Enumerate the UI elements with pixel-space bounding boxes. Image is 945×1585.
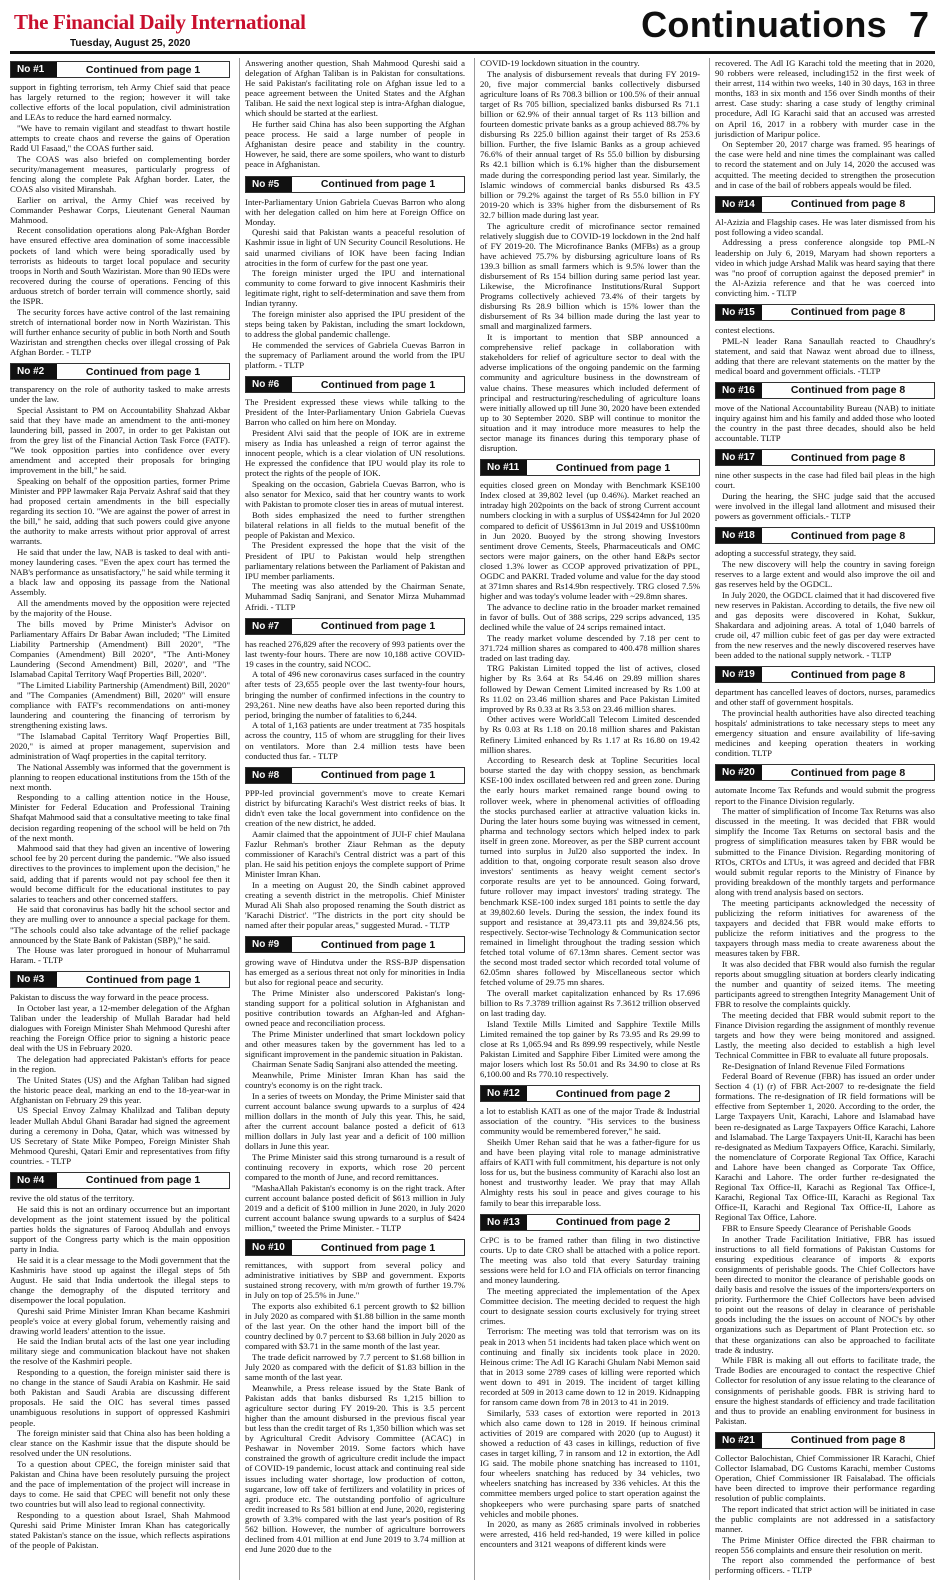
article-paragraph: In 2020, as many as 2685 criminals involved in robberies were arrested, 416 held red-handed, 19 were killed in police encounters and 3121 weapons of different kinds were	[480, 1519, 700, 1550]
continued-from-label: Continued from page 1	[320, 378, 436, 391]
article-paragraph: The United States (US) and the Afghan Taliban had signed the historic peace deal, marking an end to the 18-year-war in Afghanistan on February 29 this year.	[10, 1074, 230, 1105]
article-body	[715, 548, 935, 660]
article-body	[10, 992, 230, 1166]
article-paragraph: Meanwhile, Prime Minister Imran Khan has said the country's economy is on the right track.	[245, 1070, 465, 1091]
article-paragraph: The report indicated that strict action will be initiated in case the public complaints are not addressed in a satisfactory manner.	[715, 1503, 935, 1535]
article-paragraph: All the amendments moved by the opposition were rejected by the majority of the House.	[10, 598, 230, 619]
article-number-badge: No #2	[11, 364, 57, 379]
article-header	[480, 1085, 700, 1102]
article-paragraph: The President expressed these views while talking to the President of the Inter-Parliamentary Union Gabriela Cuevas Barron who called on him here on Monday.	[245, 397, 465, 428]
article	[245, 376, 465, 611]
article-paragraph: The meeting decided that FBR would submit report to the Finance Division regarding the assignment of monthly revenue targets and how they were being monitored and assigned. Lastly, the meeting also decided to establish a high level Technical Committee in FBR to evaluate all future proposals.	[715, 1009, 935, 1060]
article-body	[715, 58, 935, 190]
continued-from-label: Continued from page 8	[790, 384, 906, 397]
article-body	[245, 58, 465, 170]
article-paragraph: PML-N leader Rana Sanaullah reacted to Chaudhry's statement, and said that Nawaz went abroad due to illness, adding that there are relevant statements on the matter by the medical board and government officials. -TLTP	[715, 335, 935, 376]
article-number-badge: No #9	[246, 937, 292, 952]
article-number-badge: No #5	[246, 177, 292, 192]
continued-from-label: Continued from page 1	[320, 178, 436, 191]
continued-from-label: Continued from page 8	[790, 766, 906, 779]
article-header	[10, 971, 230, 988]
article	[480, 1214, 700, 1550]
article-body	[715, 687, 935, 758]
article-paragraph: Recent consolidation operations along Pak-Afghan Border have ensured effective area domination of some inaccessible pockets of land which were being sporadically used by terrorists as hideouts to target local populace and security troops in North and South Waziristan. More than 90 IEDs were recovered during the course of operations. Fencing of this arduous stretch of border terrain will commence shortly, said the ISPR.	[10, 225, 230, 306]
article-header	[245, 767, 465, 784]
article-paragraph: Both sides emphasized the need to further strengthen bilateral relations in all fields to the mutual benefit of the people of Pakistan and Mexico.	[245, 509, 465, 540]
article-number-badge: No #16	[716, 383, 762, 398]
article-body	[10, 82, 230, 357]
article-paragraph: The President expressed the hope that the visit of the President of IPU to Pakistan would help strengthen parliamentary relations between the Parliament of Pakistan and IPU member parliaments.	[245, 540, 465, 581]
article-paragraph: TRG Pakistan Limited topped the list of actives, closed higher by Rs 3.64 at Rs 54.46 on 29.89 million shares followed by Dewan Cement Limited increased by Rs 1.00 at Rs 11.02 on 23.46 million shares and Pace Pakistan Limited improved by Rs 0.33 at Rs 3.53 on 23.46 million shares.	[480, 663, 700, 714]
article-paragraph: The bills moved by Prime Minister's Advisor on Parliamentary Affairs Dr Babar Awan included; "The Limited Liability Partnership (Amendment) Bill 2020", "The Companies (Amendment) Bill 2020", "The Anti-Money Laundering (Second Amendment) Bill, 2020", and "The Islamabad Capital Territory Waqf Properties Bill, 2020".	[10, 618, 230, 680]
article-header	[245, 376, 465, 393]
article-paragraph: Re-Designation of Inland Revenue Filed Formations	[722, 1060, 905, 1071]
article-paragraph: transparency on the role of authority tasked to make arrests under the law.	[10, 384, 230, 405]
article-header	[715, 196, 935, 213]
section-title: Continuations	[641, 4, 887, 45]
article-paragraph: "We have to remain vigilant and steadfast to thwart hostile attempts to create chaos and reverse the gains of Operation Radd Ul Fasaad," the COAS further said.	[10, 122, 230, 154]
article-header	[715, 1432, 935, 1449]
article-number-badge: No #13	[481, 1215, 527, 1230]
masthead	[10, 4, 935, 54]
article-paragraph: In a meeting on August 20, the Sindh cabinet approved creating a seventh district in the metropolis. Chief Minister Murad Ali Shah also proposed renaming the South district as 'Karachi District'. "The districts in the port city should be named after their popular areas," suggested Murad. - TLTP	[245, 879, 465, 930]
article-paragraph: The foreign minister also apprised the IPU president of the steps being taken by Pakistan, including the smart lockdown, to address the global pandemic challenge.	[245, 309, 465, 340]
article-header	[245, 176, 465, 193]
article-body	[480, 1235, 700, 1550]
article	[715, 196, 935, 298]
article-number-badge: No #14	[716, 197, 762, 212]
article-paragraph: He said that coronavirus has badly hit the school sector and they are mulling over to announce a special package for them. "The schools could also take advantage of the relief package announced by the State Bank of Pakistan (SBP)," he said.	[10, 904, 230, 945]
article-paragraph: The meeting appreciated the implementation of the Apex Committee decision. The meeting decided to request the high court to designate session courts exclusively for trying street crimes.	[480, 1285, 700, 1326]
article-number-badge: No #11	[481, 460, 527, 475]
article-paragraph: Pakistan to discuss the way forward in the peace process.	[10, 992, 209, 1003]
article-paragraph: The report also commended the performance of best performing officers. - TLTP	[715, 1555, 935, 1576]
article-body	[715, 325, 935, 376]
article-header	[715, 666, 935, 683]
article-paragraph: It is important to mention that SBP announced a comprehensive relief package in collaboration with stakeholders for relief of agriculture sector to deal with the adverse implications of the ongoing pandemic on the farming community and agriculture business in the downstream of value chains. These measures which included deferment of principal and restructuring/rescheduling of agriculture loans were initially allowed up till June 30, 2020 have been extended up to 30 September 2020. SBP will continue to monitor the situation and it may introduce more measures to help the sector manage its finances during this temporary phase of disruption.	[480, 332, 700, 454]
article-paragraph: In another Trade Facilitation Initiative, FBR has issued instructions to all field formations of Pakistan Customs for ensuring expeditious clearance of imports & exports consignments of perishable goods. The Chief Collectors have been directed to monitor the clearance of perishable goods on daily basis and resolve the issues of the importers/exporters on priority. Furthermore the Chief Collectors have been advised to point out the reasons of delay in clearance of perishable goods including the the issues on account of NOC's by other organizations such as Department of Plant Protection etc. so that these organizations can also be approached to facilitate trade & industry.	[715, 1233, 935, 1355]
article-paragraph: Qureshi said Prime Minister Imran Khan became Kashmiri people's voice at every global forum, vehemently raising and drawing world leaders' attention to the issue.	[10, 1305, 230, 1336]
article-paragraph: President Alvi said that the people of IOK are in extreme misery as India has unleashed a reign of terror against the innocent people, which is a clear violation of UN resolutions. He expressed the confidence that IPU would play its role to protect the rights of the people of IOK.	[245, 427, 465, 479]
article-body	[245, 197, 465, 371]
article-paragraph: While FBR is making all out efforts to facilitate trade, the Trade Bodies are encouraged to contact the respective Chief Collector for resolution of any issue relating to the clearance of consignments of perishable goods. FBR is striving hard to ensure the highest standards of efficiency and trade facilitation and thus to provide an enabling environment for business in Pakistan.	[715, 1355, 935, 1426]
article-paragraph: The new discovery will help the country in saving foreign reserves to a large extent and would also improve the oil and gas reserves held by the OGDCL.	[715, 558, 935, 590]
article-paragraph: Addressing a press conference alongside top PML-N leadership on July 6, 2019, Maryam had shown reporters a video in which judge Arshad Malik was heard saying that there was "no proof of corruption against the deposed premier" in the Al-Azizia reference and that he was coerced into convicting him. - TLTP	[715, 237, 935, 298]
continued-from-label: Continued from page 1	[320, 938, 436, 951]
article	[715, 382, 935, 443]
article-paragraph: To a question about CPEC, the foreign minister said that Pakistan and China have been resolutely pursuing the project and the pace of implementation of the project will increase in days to come. He said that CPEC will benefit not only these two countries but will also lead to regional connectivity.	[10, 1458, 230, 1510]
continued-from-label: Continued from page 8	[790, 451, 906, 464]
article-paragraph: He said the Indian brutal acts of the last one year including military siege and communication blackout have not shaken the resolve of the Kashmiri people.	[10, 1336, 230, 1367]
continued-from-label: Continued from page 8	[790, 668, 906, 681]
article-paragraph: The security forces have active control of the last remaining stretch of international border now in North Waziristan. This will further enhance security of public in both North and South Waziristan and strengthen checks over illegal crossing of Pak Afghan Border. - TLTP	[10, 306, 230, 357]
article-body	[245, 1260, 465, 1554]
article	[715, 666, 935, 758]
article-paragraph: The Prime Minister underlined that smart lockdown policy and other measures taken by the government has led to a significant improvement in the pandemic situation in Pakistan.	[245, 1028, 465, 1059]
article-header	[480, 1214, 700, 1231]
article	[245, 936, 465, 1233]
article	[715, 527, 935, 660]
article-number-badge: No #4	[11, 1173, 57, 1188]
continued-from-label: Continued from page 8	[790, 306, 906, 319]
article-paragraph: The foreign minister urged the IPU and international community to come forward to give innocent Kashmiris their legitimate right, right to self-determination and save them from Indian tyranny.	[245, 268, 465, 309]
article-header	[245, 936, 465, 953]
column-4	[709, 58, 935, 1580]
newspaper-name: The Financial Daily International	[14, 10, 306, 34]
article-paragraph: He said it is a clear message to the Modi government that the Kashmiris have stood up against the illegal steps of 5th August. He said that India undertook the illegal steps to change the demography of the disputed territory and disempower the local population.	[10, 1254, 230, 1305]
article-paragraph: The advance to decline ratio in the broader market remained in favor of bulls. Out of 388 scrips, 229 scrips advanced, 135 declined while the value of 24 scrips remained intact.	[480, 601, 700, 632]
page-number: 7	[908, 4, 929, 45]
article-body	[10, 384, 230, 965]
article-header	[715, 382, 935, 399]
article-paragraph: The National Assembly was informed that the government is planning to reopen educational institutions from the 15th of the next month.	[10, 761, 230, 792]
article-body	[245, 639, 465, 761]
article	[245, 767, 465, 930]
article-paragraph: Collector Balochistan, Chief Commissioner IR Karachi, Chief Collector Islamabad, DG Customs Karachi, member Customs Operation, Chief Commissioner IR Faisalabad. The officials have been directed to improve their performance regarding resolution of public complaints.	[715, 1452, 935, 1504]
article-paragraph: move of the National Accountability Bureau (NAB) to initiate inquiry against him and his family and added those who looted the country in the past three decades, should also be held accountable. TLTP	[715, 402, 935, 444]
article-header	[245, 1239, 465, 1256]
article-number-badge: No #21	[716, 1433, 762, 1448]
article-paragraph: A total of 1,163 patients are under treatment at 735 hospitals across the country, 115 of whom are struggling for their lives on ventilators. More than 2.4 million tests have been conducted thus far. - TLTP	[245, 720, 465, 761]
article	[480, 58, 700, 453]
article-header	[715, 764, 935, 781]
article-body	[10, 1193, 230, 1550]
article-paragraph: "The Limited Liability Partnership (Amendment) Bill, 2020" and "The Companies (Amendment) Bill, 2020" will ensure compliance with FATF's recommendations on anti-money laundering and countering the financing of terrorism by strengthening existing laws.	[10, 679, 230, 731]
article-body	[245, 957, 465, 1233]
article-body	[715, 785, 935, 1425]
article-paragraph: department has cancelled leaves of doctors, nurses, paramedics and other staff of government hospitals.	[715, 687, 935, 708]
article	[715, 58, 935, 190]
article-body	[480, 480, 700, 1079]
article-paragraph: Mahmood said that they had given an incentive of lowering school fee by 20 percent during the pandemic. "We also issued directives to the provinces to implement upon the decision," he said, adding that if parents would not pay school fee then it would become difficult for the educational institutes to pay salaries to teachers and other concerned staffers.	[10, 843, 230, 904]
article-paragraph: The House was later prorogued in honour of Muharramul Haram. - TLTP	[10, 945, 230, 966]
article-body	[715, 403, 935, 443]
article-paragraph: A total of 496 new coronavirus cases surfaced in the country after tests of 23,655 people over the last twenty-four hours, bringing the number of confirmed infections in the country to 293,261. Nine new deaths have also been reported during this period, bringing the number of fatalities to 6,244.	[245, 669, 465, 720]
article-paragraph: "The Islamabad Capital Territory Waqf Properties Bill, 2020," is aimed at proper management, supervision and administration of Waqf properties in the capital territory.	[10, 730, 230, 761]
article-paragraph: support in fighting terrorism, teh Army Chief said that peace has largely returned to the region; however it will take collective efforts of the local population, civil administration and LEAs to reduce the hard earned normalcy.	[10, 82, 230, 123]
continued-from-label: Continued from page 1	[85, 63, 201, 76]
article-paragraph: He further said China has also been supporting the Afghan peace process. He said a large number of people in Afghanistan desire peace and stability in the country. However, he said, there are some spoilers, who want to disturb peace in Afghanistan.	[245, 119, 465, 170]
continued-from-label: Continued from page 8	[790, 529, 906, 542]
article-body	[480, 58, 700, 453]
article	[715, 1432, 935, 1576]
article-paragraph: automate Income Tax Refunds and would submit the progress report to the Finance Division regularly.	[715, 785, 935, 806]
article-paragraph: Federal Board of Revenue (FBR) has issued an order under Section 4 (1) (r) of FBR Act-2007 to re-designate the field formations. The re-designation of IR field formations will be effective from September 1, 2020. According to the order, the Large Taxpayers Unit, Karachi, Lahore and Islamabad have been re-designated as Large Taxpayers Office Karachi, Lahore and Islamabad. The Large Taxpayers Unit-II, Karachi has been re-designated as Medium Taxpayers Office, Karachi. Similarly, the nomenclature of Corporate Regional Tax Office, Karachi and Lahore have been changed as Corporate Tax Office, Karachi and Lahore. The order further re-designated the Regional Tax Office-II, Karachi as Regional Tax Office-I, Karachi, Regional Tax Office-III, Karachi as Regional Tax Office-II, Karachi and Regional Tax Office-II, Lahore as Regional Tax Office, Lahore.	[715, 1071, 935, 1223]
continued-from-label: Continued from page 1	[85, 1174, 201, 1187]
article-paragraph: Other actives were WorldCall Telecom Limited descended by Rs 0.03 at Rs 1.18 on 20.18 million shares and Pakistan Refinery Limited enhanced by Rs 1.17 at Rs 16.80 on 19.42 million shares.	[480, 714, 700, 755]
issue-date: Tuesday, August 25, 2020	[70, 38, 191, 49]
article-number-badge: No #20	[716, 765, 762, 780]
article-paragraph: revive the old status of the territory.	[10, 1192, 135, 1203]
article	[480, 1085, 700, 1207]
article-paragraph: Responding to a question, the foreign minister said there is no change in the stance of Saudi Arabia on Kashmir. He said both Pakistan and Saudi Arabia are discussing different proposals. He said the OIC has several times passed unambiguous resolutions in support of oppressed Kashmiri people.	[10, 1367, 230, 1428]
article-paragraph: The foreign minister said that China also has been holding a clear stance on the Kashmir issue that the dispute should be resolved under the UN resolutions.	[10, 1428, 230, 1459]
article-paragraph: He said that under the law, NAB is tasked to deal with anti-money laundering cases. "Even the apex court has termed the NAB's performance as unsatisfactory," he said while terming it a black law and opposing its passage from the National Assembly.	[10, 547, 230, 598]
article-paragraph: The ready market volume descended by 7.18 per cent to 371.724 million shares as compared to 400.478 million shares traded on last trading day.	[480, 632, 700, 663]
column-1	[10, 58, 230, 1580]
article-paragraph: The provincial health authorities have also directed teaching hospitals' administrations to take necessary steps to meet any emergency situation and ensure availability of life-saving medicines and keeping operation theaters in working condition. TLTP	[715, 708, 935, 759]
article-paragraph: remittances, with support from several policy and administrative initiatives by SBP and government. Exports sustained strong recovery, with m/m growth of further 19.7% in July on top of 25.5% in June."	[245, 1260, 465, 1301]
article-paragraph: Al-Azizia and Flagship cases. He was later dismissed from his post following a video scandal.	[715, 216, 935, 237]
article-paragraph: The meeting was also attended by the Chairman Senate, Muhammad Sadiq Sanjrani, and Senator Mirza Muhammad Afridi. - TLTP	[245, 581, 465, 612]
article-paragraph: During the hearing, the SHC judge said that the accused were involved in the illegal land allotment and misused their powers as government officials.- TLTP	[715, 491, 935, 522]
article-paragraph: has reached 276,829 after the recovery of 993 patients over the last twenty-four hours. There are now 10,188 active COVID-19 cases in the country, said NCOC.	[245, 638, 465, 669]
column-3	[474, 58, 700, 1580]
article	[245, 176, 465, 371]
continued-from-label: Continued from page 1	[555, 461, 671, 474]
article-paragraph: The delegation had appreciated Pakistan's efforts for peace in the region.	[10, 1053, 230, 1075]
article-paragraph: Responding to a question about Israel, Shah Mahmood Qureshi said Prime Minister Imran Khan has categorically stated Pakistan's stance on the issue, which reflects aspirations of the people of Pakistan.	[10, 1509, 230, 1551]
article-paragraph: According to Research desk at Topline Securities local bourse started the day with choppy session, as benchmark KSE-100 index oscillated between red and green zone. During the early hours market remained range bound owing to rollover week, where in phenomenal activities of offloading the stocks purchased earlier at attractive valuation kicks in. During the later hours some buying was witnessed in cement, pharma and technology sectors which helped index to park itself in green zone. Moreover, as per the SBP current account turned into surplus in Jul20 also supported the index. In addition to that, ongoing corporate result season also drove investors' sentiments as heavy weight cement sector's corporate results are yet to be announced. Going forward, future rollover may impact investors' trading strategy. The benchmark KSE-100 index surged 181 points to settle the day at 39,802.60 levels. During the session, the index found its support and resistance at 39,473.11 pts and 39,824.56 pts, respectively. Sector-wise Technology & Communication sector remained in limelight throughout the trading session which fetched total volume of 67.13mn shares. Cement sector was the second most traded sector which recorded total volume of 62.05mn shares followed by Miscellaneous sector which fetched volume of 29.75 mn shares.	[480, 755, 700, 988]
article-paragraph: He said this is not an ordinary occurrence but an important development as the joint statement issued by the political parties holds the signatures of Farooq Abdullah and envoys support of the Congress party which is the main opposition party in India.	[10, 1203, 230, 1254]
article-number-badge: No #8	[246, 768, 292, 783]
article-number-badge: No #10	[246, 1240, 292, 1255]
continued-from-label: Continued from page 8	[790, 1434, 906, 1447]
continued-from-label: Continued from page 2	[555, 1087, 671, 1100]
article-header	[10, 363, 230, 380]
article-number-badge: No #7	[246, 619, 292, 634]
article-paragraph: adopting a successful strategy, they said.	[715, 548, 857, 559]
article-body	[715, 1453, 935, 1576]
article-paragraph: The agriculture credit of microfinance sector remained relatively sluggish due to COVID-19 lockdown in the 2nd half of FY 2019-20. The Microfinance Banks (MFBs) as a group have achieved 75.7% by disbursing agriculture loans of Rs 139.3 billion as small farmers which is 9.5% lower than the disbursement of Rs 154 billion during same period last year. Likewise, the Microfinance Institutions/Rural Support Programs collectively achieved 73.4% of their targets by disbursing Rs 28.9 billion which is 15% lower than the disbursement of Rs 34 billion made during the last year to small and marginalized farmers.	[480, 220, 700, 332]
article-paragraph: equities closed green on Monday with Benchmark KSE100 Index closed at 39,802 level (up 0.46%). Market reached an intraday high 202points on the back of strong Current account numbers clocking in with a surplus of US$424mn for Jul 2020 compared to deficit of US$613mn in Jul 2019 and US$100mn in Jun 2020. Buoyed by the strong showing Investors sentiment drove Cements, Steels, Pharmaceuticals and OMC sectors were major gainers, on the other hand E&Ps sector closed 1.3% lower as CCOP approved privatization of PPL, OGDC and PAKRI. Traded volume and value for the day stood at 371mn shares and Rs14.9bn respectively. TRG closed 7.5% higher and was today's volume leader with ~29.8mn shares.	[480, 480, 700, 602]
article-paragraph: recovered. The Adl IG Karachi told the meeting that in 2020, 90 robbers were released, including152 in the first week of their arrest, 114 within two weeks, 140 in 30 days, 163 in three months, 183 in six month and 156 over Sindh months of their arrest. Case study: sharing a case study of lengthy criminal procedure, Adl IG Karachi said that an accused was arrested on April 16, 2017 in a robbery with murder case in the jurisdiction of Maripur police.	[715, 58, 935, 139]
article-paragraph: Chairman Senate Sadiq Sanjrani also attended the meeting.	[252, 1059, 458, 1070]
article-paragraph: The matter of simplification of Income Tax Returns was also discussed in the meeting. It was decided that FBR would simplify the Income Tax Returns on sectoral basis and the progress of simplification measures taken by FBR would be submitted to the Finance Division. Regarding monitoring of RTOs, CRTOs and LTUs, it was agreed and decided that FBR would submit regular reports to the Ministry of Finance by providing breakdown of the monthly targets and performance along with trend analysis based on sectors.	[715, 806, 935, 897]
article-paragraph: In July 2020, the OGDCL claimed that it had discovered five new reserves in Pakistan. According to details, the five new oil and gas deposits were discovered in Kohat, Sukkur, Shakardara and adjoining areas. A total of 1,040 barrels of crude oil, 47 million cubic feet of gas per day were extracted from the new reserves and the newly discovered reserves have been added to the national supply network. - TLTP	[715, 589, 935, 661]
article-paragraph: On September 20, 2017 charge was framed. 95 hearings of the case were held and nine times the complainant was called to record the statement and on July 14, 2020 the accused was acquitted. The meeting decided to strengthen the prosecution and in case of the bail of robbers appeals would be filed.	[715, 139, 935, 190]
article	[715, 449, 935, 521]
article-number-badge: No #12	[481, 1086, 527, 1101]
article-paragraph: FBR to Ensure Speedy Clearance of Perishable Goods	[722, 1223, 911, 1233]
article-paragraph: The exports also exhibited 6.1 percent growth to $2 billion in July 2020 as compared with $1.88 billion in the same month of the last year. On the other hand the import bill of the country declined by 0.7 percent to $3.68 billion in July 2020 as compared with $3.71 in the same month of the last year.	[245, 1300, 465, 1352]
article-paragraph: The analysis of disbursement reveals that during FY 2019-20, five major commercial banks collectively disbursed agriculture loans of Rs 708.3 billion or 100.5% of their annual target of Rs 705 billion, specialized banks disbursed Rs 71.1 billion or 62.9% of their annual target of Rs 113 billion and fourteen domestic private banks as a group achieved 88.7% by disbursing Rs 225.0 billion against their target of Rs 253.6 billion. Further, the five Islamic Banks as a group achieved 76.6% of their annual target of Rs 55.0 billion by disbursing Rs 42.1 billion which is 6.1% higher than the disbursement made during the corresponding period last year. Similarly, the Islamic windows of commercial banks disbursed Rs 43.5 billion or 79.2% against the target of Rs 55.0 billion in FY 2019-20 which is 33% higher from the disbursement of Rs 32.7 billion made during last year.	[480, 68, 700, 220]
article-paragraph: The Prime Minister said this strong turnaround is a result of continuing recovery in exports, which rose 20 percent compared to the month of June, and record remittances.	[245, 1151, 465, 1182]
article-body	[245, 788, 465, 930]
article-header	[10, 61, 230, 78]
article-paragraph: The trade deficit narrowed by 7.7 percent to $1.68 billion in July 2020 as compared with the deficit of $1.83 billion in the same month of the last year.	[245, 1351, 465, 1383]
article	[245, 1239, 465, 1554]
article-paragraph: Inter-Parliamentary Union Gabriela Cuevas Barron who along with her delegation called on him here at Foreign Office on Monday.	[245, 196, 465, 227]
article	[10, 971, 230, 1166]
article	[245, 58, 465, 170]
article-paragraph: COVID-19 lockdown situation in the country.	[480, 58, 640, 68]
continued-from-label: Continued from page 1	[320, 1241, 436, 1254]
article	[480, 459, 700, 1079]
article-paragraph: In October last year, a 12-member delegation of the Afghan Taliban under the leadership of Mullah Baradar had held dialogues with Foreign Minister Shah Mehmood Qureshi after reaching the Foreign Office prior to signing a historic peace deal with the US in February 2020.	[10, 1002, 230, 1054]
article	[245, 618, 465, 761]
article-header	[10, 1172, 230, 1189]
article-paragraph: Special Assistant to PM on Accountability Shahzad Akbar said that they have made an amendment to the anti-money laundering bill, passed in 2007, in order to get Pakistan out from the grey list of the Financial Action Task Force (FATF). "We took opposition parties into confidence over every amendment and accepted their proposals for bringing improvement in the bill," he said.	[10, 404, 230, 476]
article-header	[480, 459, 700, 476]
article-paragraph: He commended the services of Gabriela Cuevas Barron in the supremacy of Parliament around the world from the IPU platform. - TLTP	[245, 339, 465, 371]
continued-from-label: Continued from page 2	[555, 1216, 671, 1229]
article-header	[715, 527, 935, 544]
article-paragraph: US Special Envoy Zalmay Khalilzad and Taliban deputy leader Mullah Abdul Ghani Baradar had signed the agreement during a ceremony in Doha, Qatar, which was witnessed by US Secretary of State Mike Pompeo, Foreign Minister Shah Mehmood Qureshi, Qatari Emir and representatives from fifty countries. - TLTP	[10, 1105, 230, 1166]
article-number-badge: No #3	[11, 972, 57, 987]
article-paragraph: a lot to establish KATI as one of the major Trade & Industrial association of the country. "His services to the business community would be remembered forever," he said.	[480, 1106, 700, 1137]
article	[10, 1172, 230, 1550]
article-paragraph: Island Textile Mills Limited and Sapphire Textile Mills Limited remained the top gainer by Rs 73.95 and Rs 29.99 to close at Rs 1,065.94 and Rs 899.99 respectively, while Nestle Pakistan Limited and Sapphire Fiber Limited were among the major losers which lost Rs 50.01 and Rs 34.90 to close at Rs 6,100.00 and Rs 770.10 respectively.	[480, 1018, 700, 1080]
article	[715, 764, 935, 1425]
article-body	[715, 217, 935, 298]
article-header	[245, 618, 465, 635]
article-body	[480, 1106, 700, 1207]
article-paragraph: The meeting participants acknowledged the necessity of publicizing the reform initiatives for awareness of the taxpayers and decided that FBR would make efforts to publicize the reform initiatives and the progress to the taxpayers through mass media to create awareness about the measures taken by FBR.	[715, 897, 935, 958]
article-paragraph: "MashaAllah Pakistan's economy is on the right track. After current account balance posted deficit of $613 million in July 2019 and a deficit of $100 million in June 2020, in July 2020 current account balance swung upwards to a surplus of $424 million," tweeted the Prime Minister. - TLTP	[245, 1182, 465, 1233]
continued-from-label: Continued from page 1	[85, 365, 201, 378]
article-body	[715, 470, 935, 521]
continued-from-label: Continued from page 1	[320, 769, 436, 782]
article-header	[715, 449, 935, 466]
continued-from-label: Continued from page 8	[790, 198, 906, 211]
article	[715, 304, 935, 376]
article-body	[245, 397, 465, 611]
article-paragraph: Speaking on behalf of the opposition parties, former Prime Minister and PPP lawmaker Raja Pervaiz Ashraf said that they had proposed certain amendments in the bill especially regarding its section 10. "We are against the power of arrest in the bill," he said, adding that such powers could give anyone the authority to make arrests without prior approval of arrest warrants.	[10, 475, 230, 547]
article-number-badge: No #1	[11, 62, 57, 77]
article-paragraph: Answering another question, Shah Mahmood Qureshi said a delegation of Afghan Taliban is in Pakistan for consultations. He said Pakistan's facilitating role on Afghan issue led to a peace agreement between the United States and the Afghan Taliban. He said the next logical step is intra-Afghan dialogue, which should be started at the earliest.	[245, 58, 465, 119]
article-paragraph: contest elections.	[715, 324, 775, 335]
article-paragraph: Qureshi said that Pakistan wants a peaceful resolution of Kashmir issue in light of UN Security Council Resolutions. He said unarmed civilians of IOK have been facing Indian atrocities in the form of curfew for the past one year.	[245, 227, 465, 268]
article-paragraph: The overall market capitalization enhanced by Rs 17.696 billion to Rs 7.3789 trillion against Rs 7.3612 trillion observed on last trading day.	[480, 987, 700, 1019]
article-paragraph: Aamir claimed that the appointment of JUI-F chief Maulana Fazlur Rehman's brother Ziaur Rehman as the deputy commissioner of Karachi's Central district was a part of this plan. He said his petition enjoys the complete support of Prime Minister Imran Khan.	[245, 828, 465, 879]
article-paragraph: Sheikh Umer Rehan said that he was a father-figure for us and have been playing vital role to manage administrative affairs of KATI with full commitment, his departure is not only loss for us, but the business community of Karachi also lost an honest and trustworthy leader. We pray that may Allah Almighty rests his soul in peace and gives courage to his family to bear this irreparable loss.	[480, 1136, 700, 1208]
article-paragraph: Speaking on the occasion, Gabriela Cuevas Barron, who is also senator for Mexico, said that her country wants to work with Pakistan to promote closer ties in areas of mutual interest.	[245, 478, 465, 510]
continued-from-label: Continued from page 1	[320, 620, 436, 633]
article-paragraph: In a series of tweets on Monday, the Prime Minister said that current account balance swung upwards to a surplus of 424 million dollars in the month of July this year. This, he said, after the current account balance posted a deficit of 613 million dollars in July last year and a deficit of 100 million dollars in June this year.	[245, 1090, 465, 1152]
article-paragraph: Similarly, 533 cases of extortion were reported in 2013 which also came down to 128 in 2019. If heinous criminal activities of 2019 are compared with 2020 (up to August) it showed a reduction of 43 cases in killings, reduction of five cases in target killing, 7 in ransom and 12 in extortion, the Adl IG said. The mobile phone snatching has increased to 1101, four wheelers snatching has reduced by 34 vehicles, two wheelers snatching has increased by 336 vehicles. At this the committee members urged police to start operation against the shopkeepers who were purchasing spare parts of snatched vehicles and mobile phones.	[480, 1407, 700, 1519]
article-paragraph: Earlier on arrival, the Army Chief was received by Commander Peshawar Corps, Lieutenant General Nauman Mahmood.	[10, 194, 230, 225]
article-paragraph: The Prime Minister also underscored Pakistan's long-standing support for a political solution in Afghanistan and positive contribution towards an Afghan-led and Afghan-owned peace and reconciliation process.	[245, 987, 465, 1029]
article-paragraph: CrPC is to be framed rather than filing in two distinctive courts. Up to date CRO shall be attached with a police report. The meeting was also told that every Saturday training sessions were held for I.O and FIA officials on terror financing and money laundering.	[480, 1234, 700, 1285]
article-header	[715, 304, 935, 321]
article-number-badge: No #19	[716, 667, 762, 682]
article-paragraph: The Prime Minister Office directed the FBR chairman to reopen 556 complaints and ensure their resolution on merit.	[715, 1534, 935, 1555]
article-paragraph: The COAS was also briefed on complementing border security/management measures, particularly progress of fencing along the complete Pak Afghan border. Later, the COAS also visited Miranshah.	[10, 153, 230, 194]
article-number-badge: No #17	[716, 450, 762, 465]
article-number-badge: No #15	[716, 305, 762, 320]
article-paragraph: PPP-led provincial government's move to create Kemari district by bifurcating Karachi's West district reeks of bias. It didn't even take the local government into confidence on the creation of the new district, he added.	[245, 787, 465, 828]
article	[10, 363, 230, 965]
continued-from-label: Continued from page 1	[85, 973, 201, 986]
article-columns	[10, 58, 935, 1580]
article-paragraph: Terrorism: The meeting was told that terrorism was on its peak in 2013 when 51 incidents had taken place which went on continuing and finally six incidents took place in 2020. Heinous crime: The Adl IG Karachi Ghulam Nabi Memon said that in 2013 some 2789 cases of killing were reported which went down to 491 in 2019. The incident of target killing recorded at 509 in 2013 came down to 12 in 2019. Kidnapping for ransom came down from 78 in 2013 to 41 in 2019.	[480, 1326, 700, 1408]
article-paragraph: Meanwhile, a Press release issued by the State Bank of Pakistan adds that banks disbursed Rs 1,215 billion to agriculture sector during FY 2019-20. This is 3.5 percent higher than the amount disbursed in the previous fiscal year but less than the credit target of Rs 1,350 billion which was set by Agricultural Credit Advisory Committee (ACAC) in Peshawar in November 2019. Some factors which have constrained the growth of agriculture credit include the impact of COVID-19 pandemic, locust attack and continuing real side issues including water shortage, low production of cotton, sugarcane, low off take of fertilizers and volatility in prices of agri. produce etc. The outstanding portfolio of agriculture credit increased to Rs 581 billion at end June, 2020, registering growth of 3.3% compared with the last year's position of Rs 562 billion. However, the number of agriculture borrowers declined from 4.01 million at end June 2019 to 3.74 million at end June 2020 due to the	[245, 1382, 465, 1555]
article	[10, 61, 230, 357]
article-number-badge: No #18	[716, 528, 762, 543]
article-paragraph: Responding to a calling attention notice in the House, Minister for Federal Education and Professional Training Shafqat Mahmood said that a consultative meeting to take final decision regarding reopening of the school will be held on 7th of the next month.	[10, 792, 230, 843]
article-paragraph: nine other suspects in the case had filed bail pleas in the high court.	[715, 470, 935, 491]
article-number-badge: No #6	[246, 377, 292, 392]
article-paragraph: growing wave of Hindutva under the RSS-BJP dispensation has emerged as a serious threat not only for minorities in India but also for regional peace and security.	[245, 957, 465, 988]
column-2	[239, 58, 465, 1580]
article-paragraph: It was also decided that FBR would also furnish the regular reports about smuggling situation at borders clearly indicating the number and quantity of seized items. The meeting participants agreed to strengthen Integrity Management Unit of FBR to resolve the complaints quickly.	[715, 958, 935, 1009]
